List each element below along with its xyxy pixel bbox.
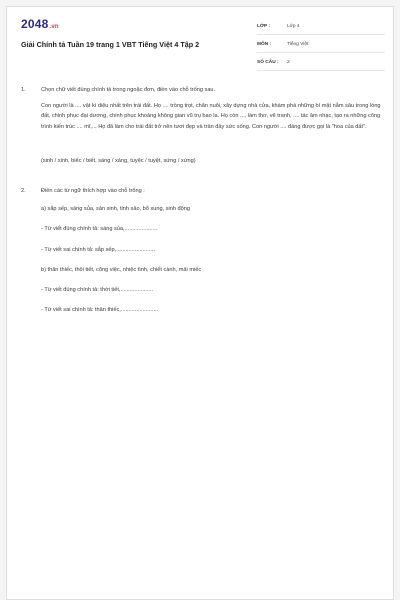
question-2 — [21, 186, 381, 315]
answer-line: - Từ viết sai chính tả: thân thiếc,........................ — [41, 307, 159, 314]
document-header — [7, 7, 393, 69]
meta-info — [257, 21, 385, 75]
meta-label: SỐ CÂU : — [257, 60, 279, 65]
meta-label: MÔN : — [257, 42, 272, 47]
question-number: 2. — [21, 188, 26, 195]
document-title: Giải Chính tả Tuần 19 trang 1 VBT Tiếng Việt 4 Tập 2 — [21, 40, 200, 49]
brand-name: 2048 — [21, 17, 49, 31]
question-paragraph: Con người là .... vật kì diệu nhất trên trái đất. Họ .... trồng trọt, chăn nuôi, xây dựng nhà cửa, khám phá những bí mật nằm sâu trong lòng đất, chinh phục đại dương, chinh phục khoảng không gian vũ trụ bao la. Họ còn ..., làm thơ, vẽ tranh, .... tác âm nhạc, tạo ra những công trình kiến trúc .... mĩ,... Họ đã làm cho trái đất trở nên tươi đẹp và tràn đầy sức sống. Con người .... đáng được gọi là "hoa của đất". — [41, 103, 381, 130]
meta-value: Tiếng Việt — [287, 42, 309, 47]
meta-value: Lớp 4 — [287, 24, 300, 29]
question-number: 1. — [21, 87, 26, 93]
answer-line: - Từ viết sai chính tả: sắp sếp,......................... — [41, 246, 156, 253]
question-prompt: Chọn chữ viết đúng chính tả trong ngoặc đơn, điền vào chỗ trống sau. — [41, 87, 216, 93]
answer-line: a) sắp sếp, sáng sủa, sản sinh, tinh sảo, bổ xung, sinh động — [41, 206, 190, 213]
answer-line: - Từ viết đúng chính tả: thời tiết,..................... — [41, 287, 154, 294]
brand-logo[interactable] — [21, 17, 59, 31]
meta-row-question-count — [257, 57, 385, 71]
meta-label: LỚP : — [257, 24, 271, 29]
question-1 — [21, 85, 381, 166]
brand-suffix: .vn — [49, 24, 59, 30]
answer-line: - Từ viết đúng chính tả: sáng sủa,..................... — [41, 226, 158, 233]
meta-row-class — [257, 21, 385, 35]
question-prompt: Điền các từ ngữ thích hợp vào chỗ trống : — [41, 188, 145, 195]
meta-value: 2 — [287, 60, 290, 65]
document-page — [6, 6, 394, 600]
question-options: (sinh / xinh, biếc / biết, sáng / xáng, tuyệc / tuyệt, sứng / xứng) — [41, 157, 196, 164]
answer-line: b) thân thiếc, thôi tiết, công việc, nhiệc tình, chiết cành, mải miếc — [41, 266, 202, 273]
meta-row-subject — [257, 39, 385, 53]
document-content — [21, 85, 381, 315]
